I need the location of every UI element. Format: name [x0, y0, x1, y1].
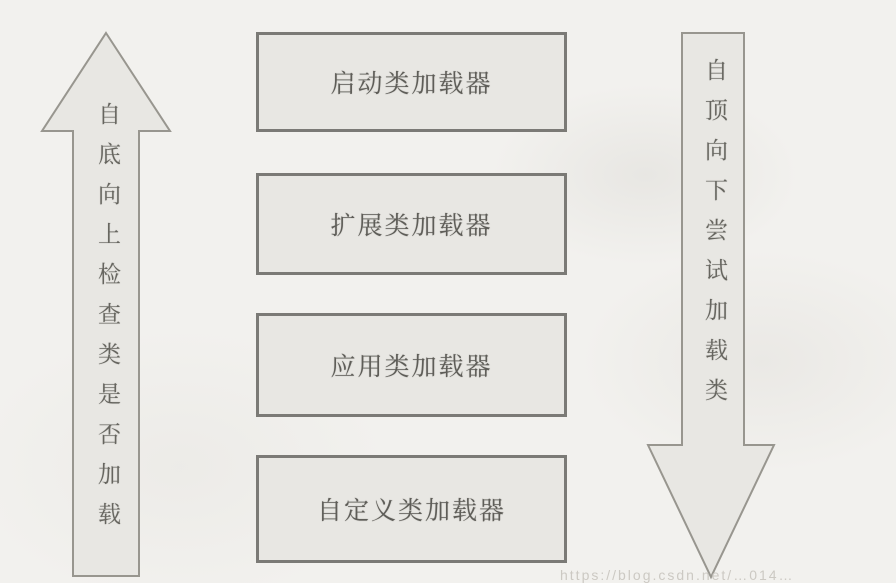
right-arrow-label: 自顶向下尝试加载类: [702, 58, 728, 418]
custom-classloader-label: 自定义类加载器: [316, 497, 506, 525]
custom-classloader-box: [256, 455, 567, 563]
extension-classloader-label: 扩展类加载器: [330, 212, 493, 240]
bootstrap-classloader-label: 启动类加载器: [330, 70, 493, 98]
application-classloader-box: [256, 313, 567, 417]
bootstrap-classloader-box: [256, 32, 567, 132]
left-arrow-label: 自底向上检查类是否加载: [95, 102, 121, 542]
watermark-text: https://blog.csdn.net/…014…: [560, 567, 795, 583]
extension-classloader-box: [256, 173, 567, 275]
application-classloader-label: 应用类加载器: [330, 353, 493, 381]
